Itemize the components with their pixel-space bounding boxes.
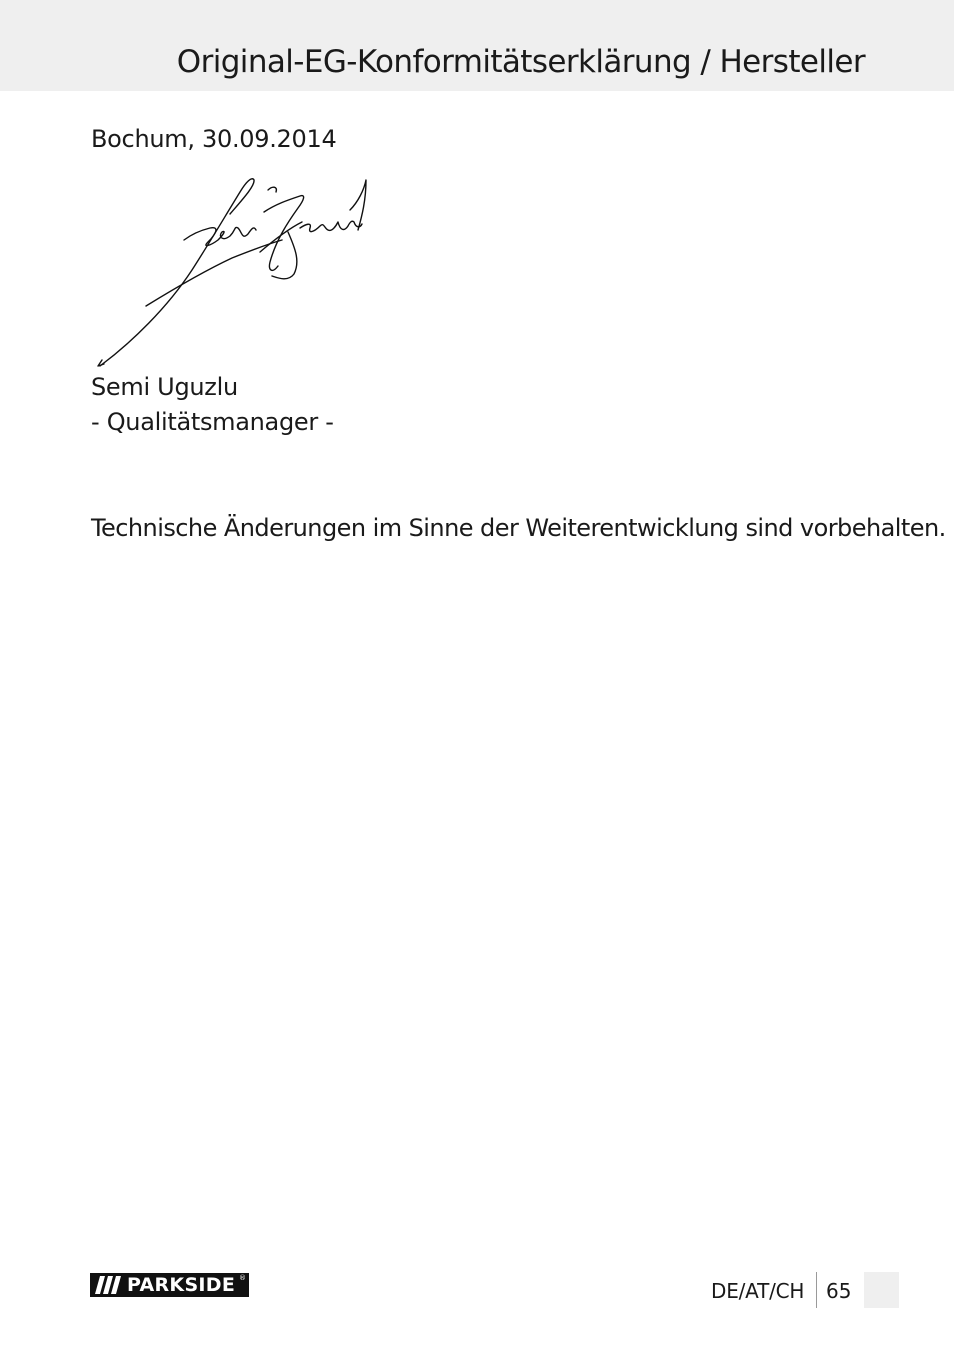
page-number: 65 bbox=[826, 1279, 852, 1303]
legal-notice: Technische Änderungen im Sinne der Weiterentwicklung sind vorbehalten. bbox=[91, 514, 946, 542]
signer-role: - Qualitätsmanager - bbox=[91, 408, 334, 436]
brand-name: PARKSIDE bbox=[127, 1274, 236, 1296]
page-tab bbox=[864, 1272, 899, 1308]
footer-divider bbox=[816, 1272, 817, 1308]
page-title: Original-EG-Konformitätserklärung / Hersteller bbox=[176, 44, 865, 80]
registered-mark: ® bbox=[239, 1274, 246, 1282]
place-date: Bochum, 30.09.2014 bbox=[91, 125, 337, 153]
footer-region: DE/AT/CH bbox=[711, 1279, 805, 1303]
signer-name: Semi Uguzlu bbox=[91, 373, 238, 401]
brand-logo bbox=[90, 1273, 249, 1297]
signature-image bbox=[92, 170, 377, 372]
diagonal-stripes-icon bbox=[90, 1273, 126, 1297]
